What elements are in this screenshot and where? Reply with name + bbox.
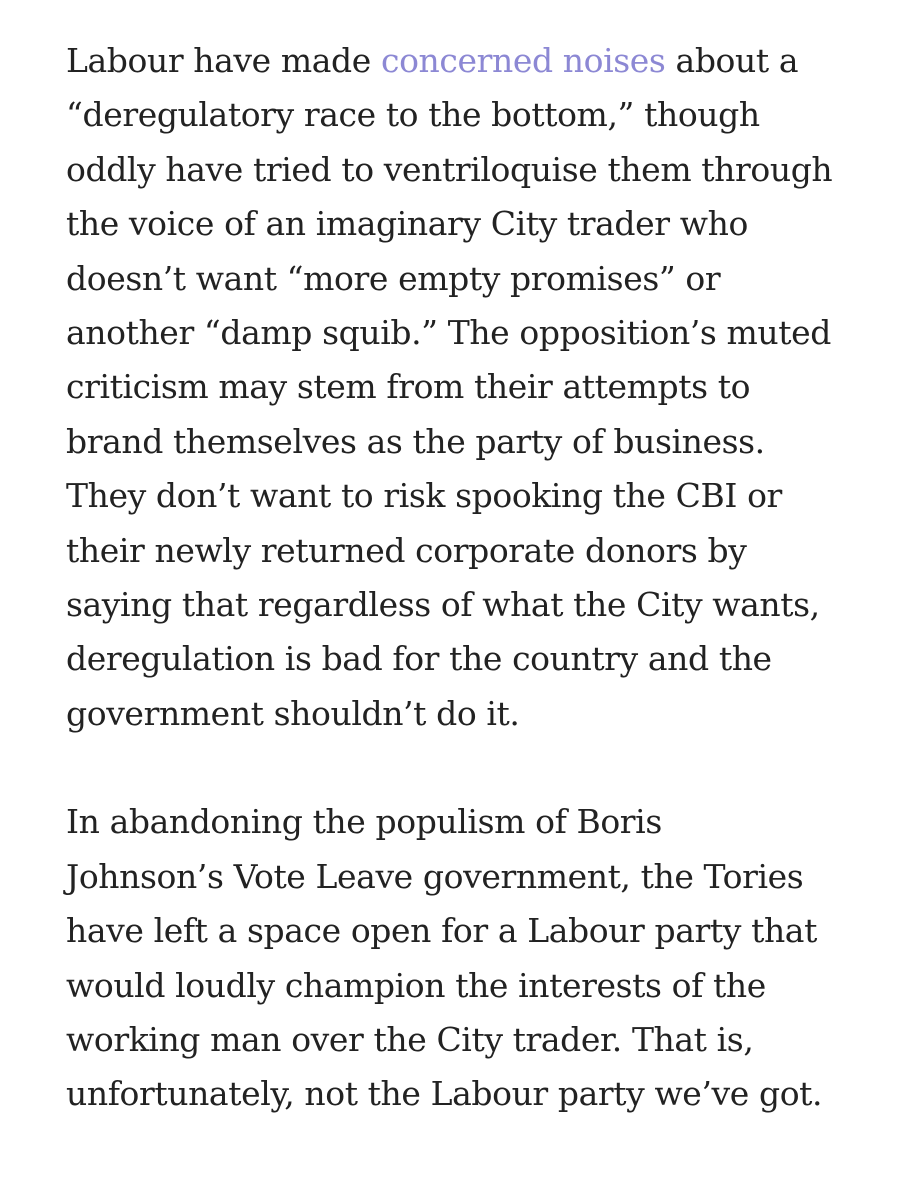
paragraph-line: They don’t want to risk spooking the CBI or [66, 476, 782, 516]
paragraph-line: doesn’t want “more empty promises” or [66, 258, 721, 298]
paragraph-line: the voice of an imaginary City trader who [66, 204, 748, 244]
paragraph-line: working man over the City trader. That is, [66, 1019, 754, 1059]
paragraph-line [66, 34, 856, 88]
concerned-noises-link[interactable]: concerned noises [381, 41, 666, 80]
paragraph-line: brand themselves as the party of business. [66, 421, 765, 461]
article-body [66, 34, 856, 1122]
paragraph-line: In abandoning the populism of Boris [66, 802, 662, 842]
paragraph-line: unfortunately, not the Labour party we’ve got. [66, 1074, 823, 1114]
paragraph-line: would loudly champion the interests of the [66, 965, 766, 1005]
paragraph-line: oddly have tried to ventriloquise them through [66, 149, 833, 189]
paragraph-line: their newly returned corporate donors by [66, 530, 747, 570]
paragraph-2 [66, 795, 856, 1121]
paragraph-line: “deregulatory race to the bottom,” though [66, 95, 760, 135]
paragraph-line: Johnson’s Vote Leave government, the Tories [66, 856, 804, 896]
paragraph-line: another “damp squib.” The opposition’s muted [66, 313, 831, 353]
text-after-link: about a [665, 41, 799, 80]
paragraph-line: criticism may stem from their attempts to [66, 367, 751, 407]
paragraph-1 [66, 34, 856, 741]
text-before-link: Labour have made [66, 41, 381, 80]
paragraph-line: saying that regardless of what the City wants, [66, 585, 820, 625]
paragraph-line: government shouldn’t do it. [66, 693, 520, 733]
paragraph-line: deregulation is bad for the country and the [66, 639, 772, 679]
paragraph-line: have left a space open for a Labour party that [66, 911, 817, 951]
